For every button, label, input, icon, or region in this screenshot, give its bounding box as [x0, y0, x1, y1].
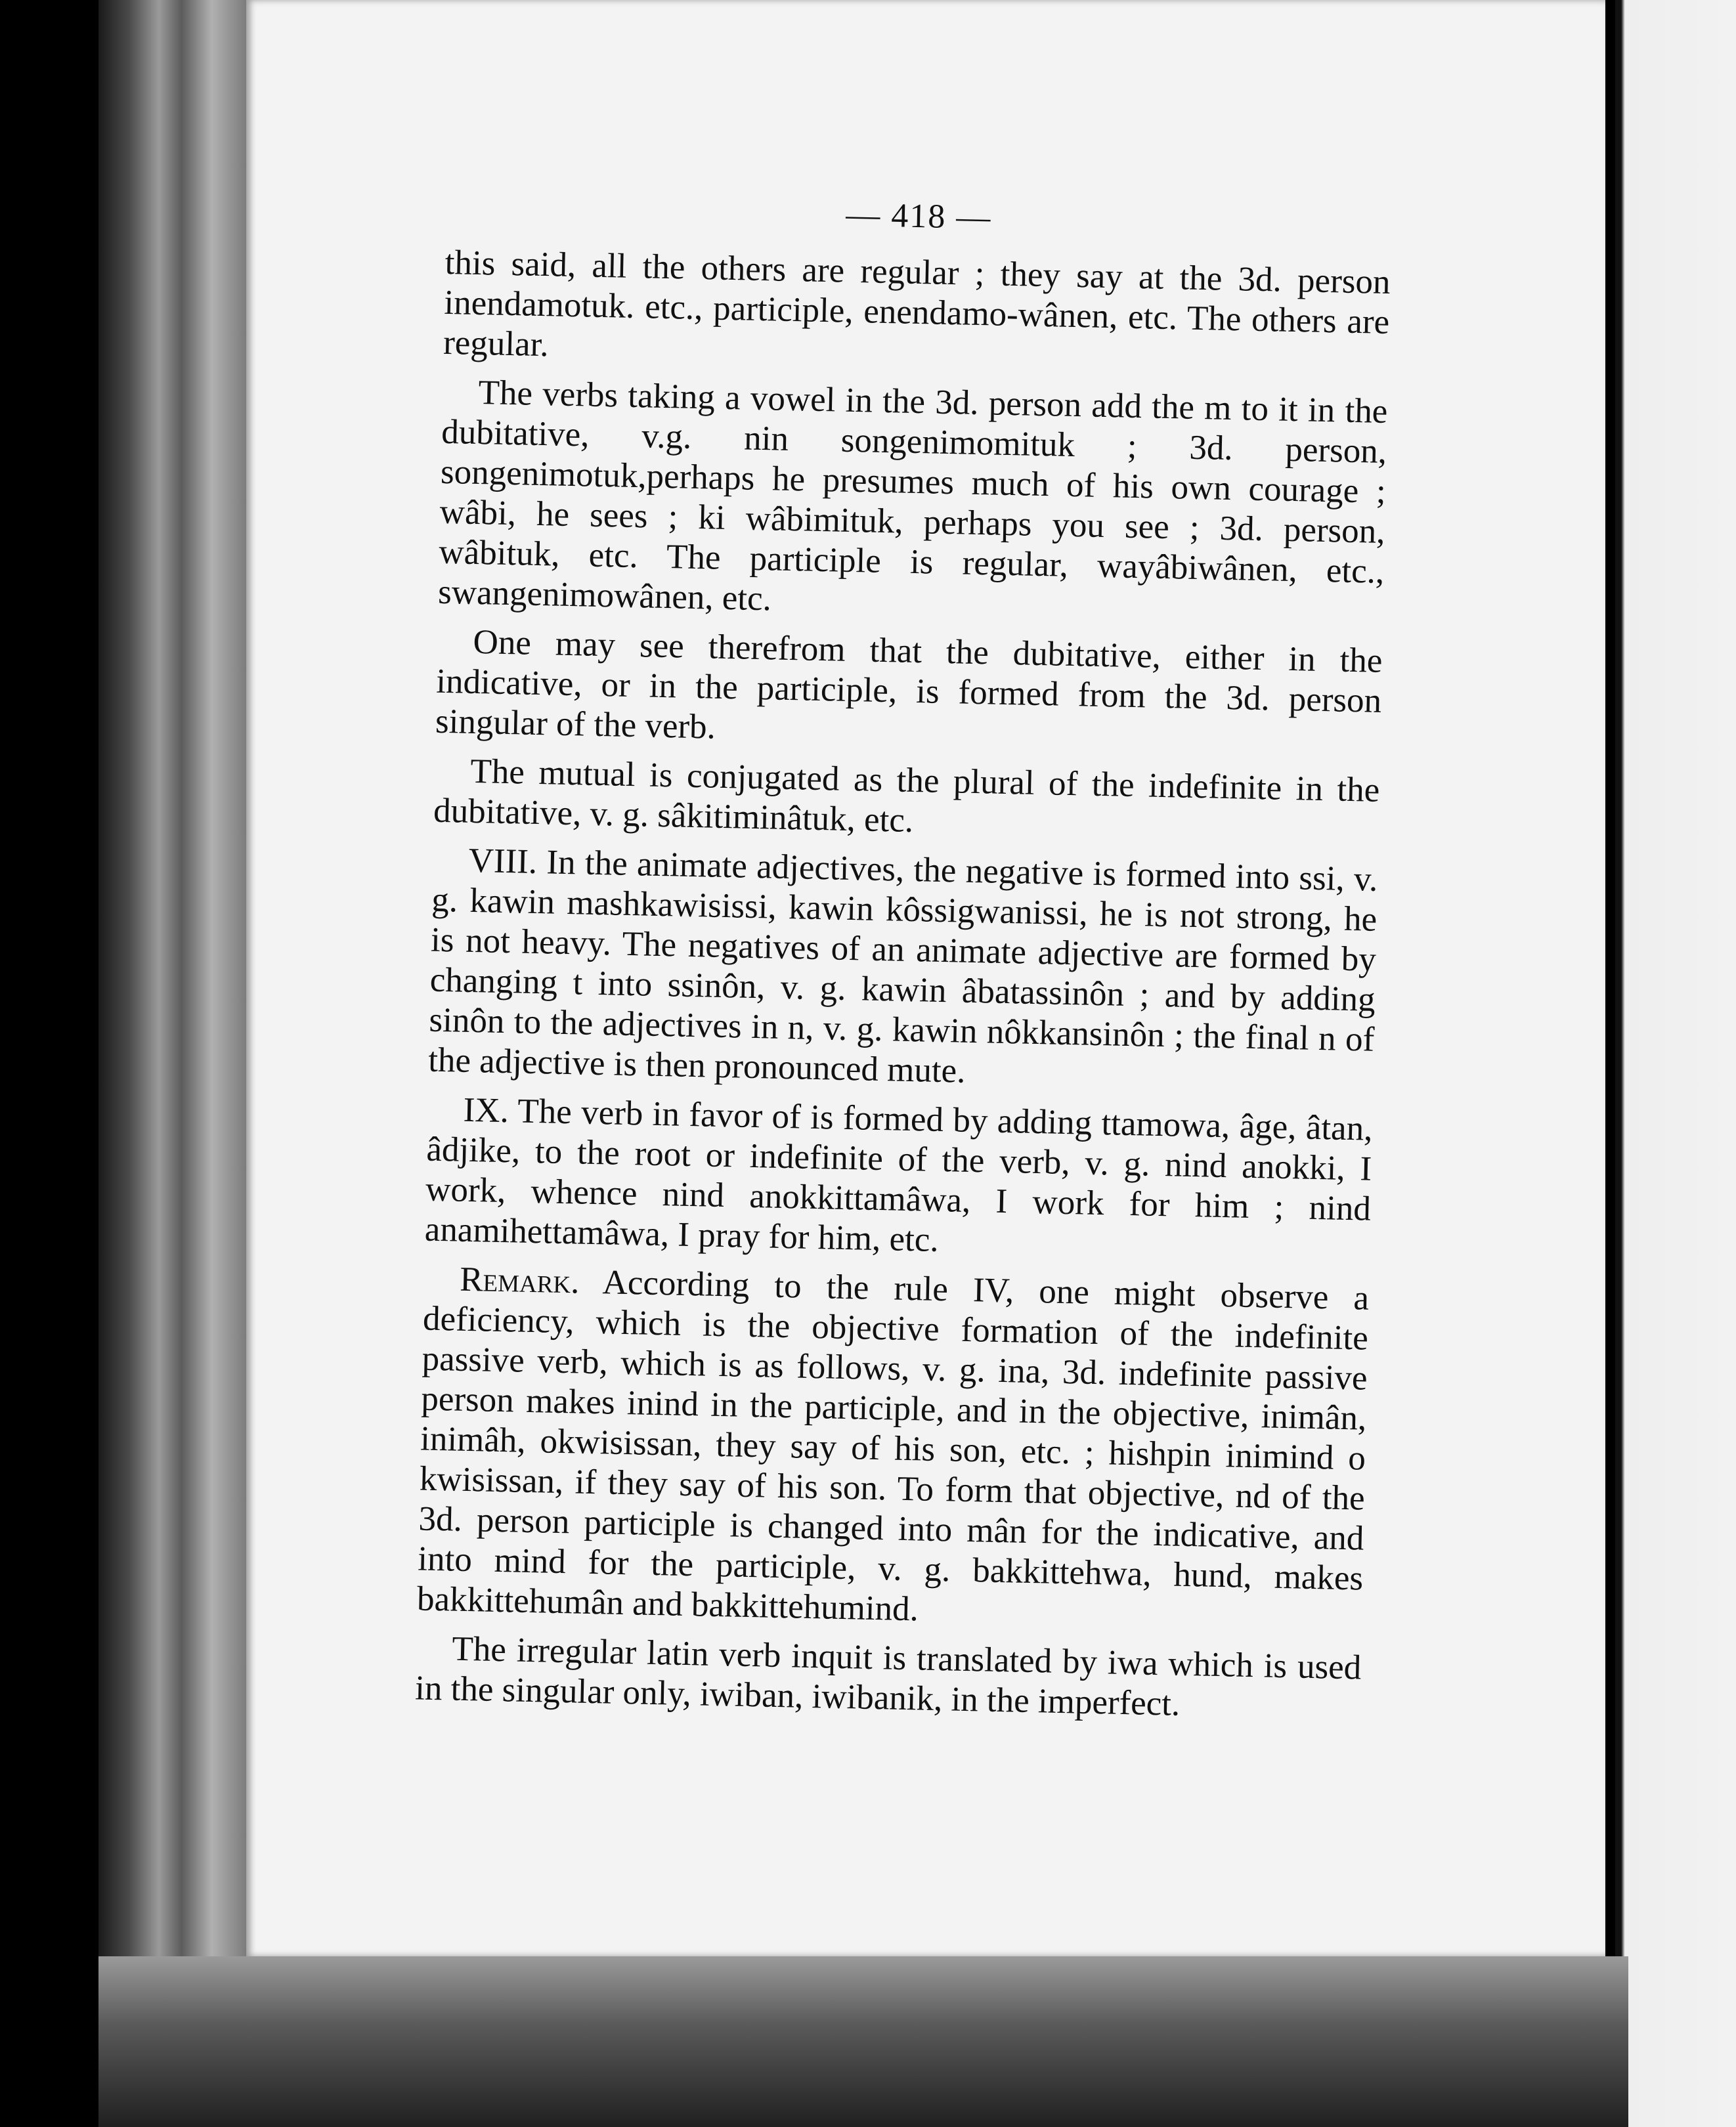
paragraph-continuation: this said, all the others are regular ; they say at the 3d. person inendamotuk. etc., participle, enendamo-wânen, etc. The others are regular.	[443, 243, 1391, 364]
paragraph-mutual: The mutual is conjugated as the plural of the indefinite in the dubitative, v. g. sâkitiminâtuk, etc.	[433, 752, 1380, 840]
paragraph-section-ix: IX. The verb in favor of is formed by adding ttamowa, âge, âtan, âdjike, to the root or indefinite of the verb, v. g. nind anokki, I work, whence nind anokkittamâwa, I work for him ; nind anamihettamâwa, I pray for him, etc.	[424, 1090, 1374, 1259]
paragraph-dubitative-vowel: The verbs taking a vowel in the 3d. person add the m to it in the dubitative, v.g. nin songenimomituk ; 3d. person, songenimotuk,perhaps he presumes much of his own courage ; wâbi, he sees ; ki wâbimituk, perhaps you see ; 3d. person, wâbituk, etc. The participle is regular, wayâbiwânen, etc., swangenimowânen, etc.	[437, 374, 1388, 618]
book-binding	[0, 0, 98, 2127]
paragraph-inquit: The irregular latin verb inquit is translated by iwa which is used in the singular only, iwiban, iwibanik, in the imperfect.	[414, 1629, 1362, 1723]
page-number: — 418 —	[845, 196, 992, 237]
paragraph-remark	[416, 1259, 1369, 1639]
remark-text: According to the rule IV, one might observe a deficiency, which is the objective formation of the indefinite passive verb, which is as follows, v. g. ina, 3d. indefinite passive person makes inind in the participle, and in the objective, inimân, inimâh, okwisissan, they say of his son, etc. ; hishpin inimind o kwisissan, if they say of his son. To form that objective, nd of the 3d. person participle is changed into mân for the indicative, and into mind for the participle, v. g. bakkittehwa, hund, makes bakkittehumân and bakkittehumind.	[416, 1263, 1370, 1629]
facing-page-edge	[1615, 0, 1736, 2127]
paragraph-dubitative-formation: One may see therefrom that the dubitative, either in the indicative, or in the participle, is formed from the 3d. person singular of the verb.	[435, 622, 1383, 746]
left-page-edges	[98, 0, 250, 2127]
paragraph-section-viii: VIII. In the animate adjectives, the negative is formed into ssi, v. g. kawin mashkawisissi, kawin kôssigwanissi, he is not strong, he is not heavy. The negatives of an animate adjective are formed by changing t into ssinôn, v. g. kawin âbatassinôn ; and by adding sinôn to the adjectives in n, v. g. kawin nôkkansinôn ; the final n of the adjective is then pronounced mute.	[427, 841, 1378, 1090]
page-bottom-edge	[98, 1956, 1628, 2127]
remark-label: Remark.	[459, 1260, 580, 1301]
text-block	[414, 187, 1392, 1738]
